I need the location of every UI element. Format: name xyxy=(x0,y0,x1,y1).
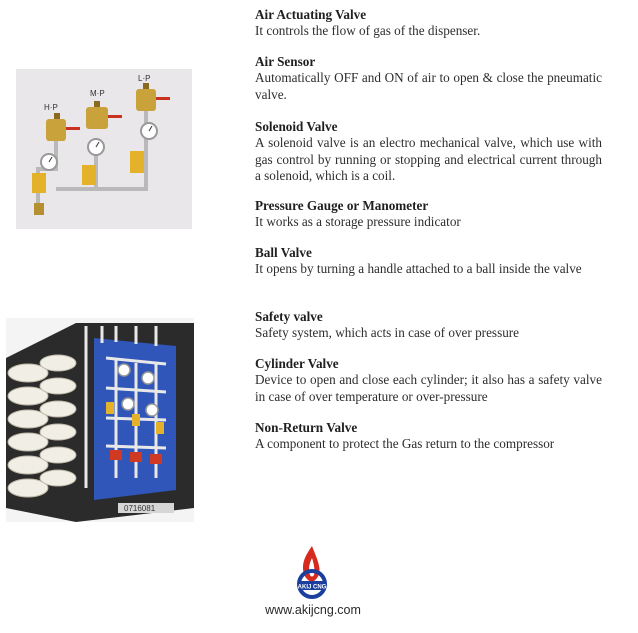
entry-title: Non-Return Valve xyxy=(255,420,358,435)
pressure-label-lp: L·P xyxy=(138,74,151,83)
entry-pressure-gauge xyxy=(255,198,602,231)
pressure-label-hp: H·P xyxy=(44,103,58,112)
entry-description: Automatically OFF and ON of air to open & close the pneumatic valve. xyxy=(255,70,602,102)
entry-description: It opens by turning a handle attached to a ball inside the valve xyxy=(255,261,582,276)
entry-title: Safety valve xyxy=(255,309,323,324)
valve-assembly-photo xyxy=(16,69,192,229)
entry-title: Pressure Gauge or Manometer xyxy=(255,198,429,213)
entry-description: A solenoid valve is an electro mechanical valve, which use with gas control by running or stopping and electrical current through a solenoid, which is a coil. xyxy=(255,135,602,183)
entry-title: Ball Valve xyxy=(255,245,312,260)
logo-text: AKIJ CNG xyxy=(297,584,327,591)
entry-air-sensor xyxy=(255,54,602,103)
entry-description: A component to protect the Gas return to the compressor xyxy=(255,436,555,451)
entry-title: Cylinder Valve xyxy=(255,356,339,371)
pressure-label-mp: M·P xyxy=(90,89,105,98)
akij-cng-logo xyxy=(287,544,337,600)
entry-air-actuating-valve xyxy=(255,7,480,40)
entry-non-return-valve xyxy=(255,420,602,453)
entry-safety-valve xyxy=(255,309,602,342)
entry-ball-valve xyxy=(255,245,602,278)
cylinder-bank-plate-text: 0716081 xyxy=(124,504,156,513)
entry-title: Air Sensor xyxy=(255,54,316,69)
entry-cylinder-valve xyxy=(255,356,602,405)
entry-title: Air Actuating Valve xyxy=(255,7,367,22)
entry-description: It controls the flow of gas of the dispenser. xyxy=(255,23,481,38)
website-url: www.akijcng.com xyxy=(265,603,361,617)
entry-description: It works as a storage pressure indicator xyxy=(255,214,461,229)
entry-description: Device to open and close each cylinder; it also has a safety valve in case of over temperature or over-pressure xyxy=(255,372,602,404)
entry-description: Safety system, which acts in case of over pressure xyxy=(255,325,520,340)
entry-solenoid-valve xyxy=(255,119,602,185)
entry-title: Solenoid Valve xyxy=(255,119,338,134)
cylinder-bank-photo xyxy=(6,318,194,522)
